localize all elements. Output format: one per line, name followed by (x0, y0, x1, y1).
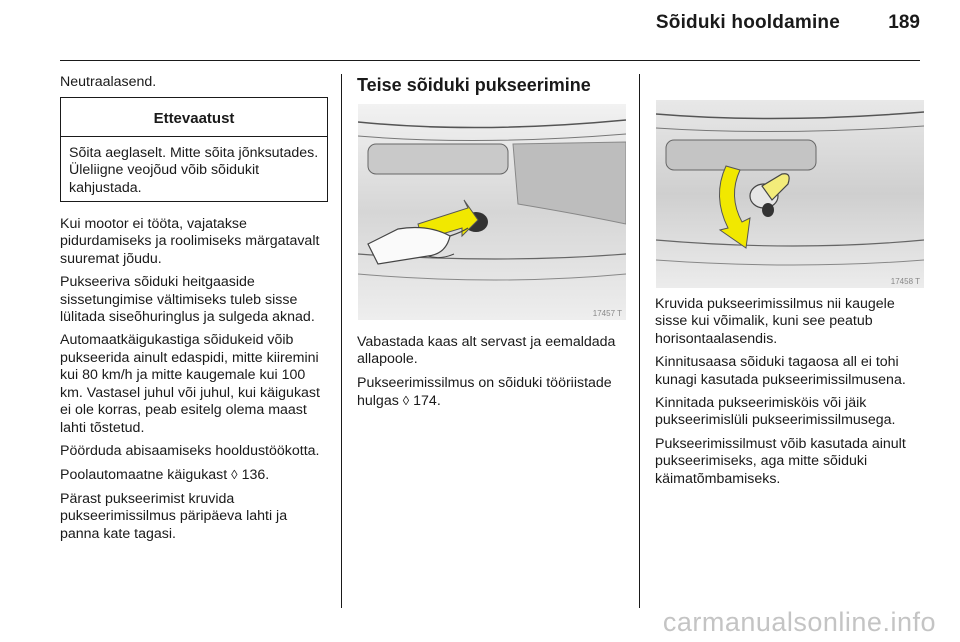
reference-page: 136. (241, 467, 270, 484)
warning-text-container (61, 137, 327, 201)
illustration-remove-cover (358, 104, 626, 320)
reference-text: Poolautomaatne käigukast (60, 467, 228, 484)
reference-text: Pukseerimissilmus on sõiduki tööriistade hulgas (357, 374, 612, 410)
illustration-screw-eye (656, 100, 924, 288)
reference-arrow-icon: ◊ (231, 467, 238, 483)
paragraph: Vabastada kaas alt servast ja eemaldada allapoole. (357, 334, 616, 368)
column-divider-1 (341, 74, 342, 608)
intro-text: Neutraalasend. (60, 74, 157, 90)
figure-number: 17458 T (890, 277, 920, 286)
paragraph: Pöörduda abisaamiseks hooldustöökotta. (60, 442, 320, 459)
towing-eye-illustration (656, 100, 924, 288)
page-number: 189 (888, 12, 920, 33)
column-2-text (357, 334, 627, 417)
warning-text: Sõita aeglaselt. Mitte sõita jõnksutades. Üleliigne veojõud võib sõidukit kahjustada. (69, 144, 319, 196)
section-title: Teise sõiduki pukseerimine (357, 75, 591, 95)
paragraph: Kinnitusaasa sõiduki tagaosa all ei tohi kunagi kasutada pukseerimissilmusena. (655, 354, 906, 388)
warning-box (60, 97, 328, 202)
reference-arrow-icon: ◊ (402, 393, 410, 409)
warning-title: Ettevaatust (61, 98, 327, 136)
column-2 (357, 74, 627, 108)
column-divider-2 (639, 74, 640, 608)
paragraph: Automaatkäigukastiga sõidukeid võib pukseerida ainult edaspidi, mitte kiiremini kui 80 km/h ja mitte kaugemale kui 100 km. Vastasel juhul või juhul, kui käigukast ei ole korras, peab esitelg olema maast lahti tõstetud. (60, 332, 320, 436)
paragraph: Kinnitada pukseerimisköis või jäik pukseerimislüli pukseerimissilmusega. (655, 395, 896, 429)
paragraph: Pukseeriva sõiduki heitgaaside sissetungimise vältimiseks tuleb sisse lülitada siseõhuringlus ja sulgeda aknad. (60, 274, 315, 326)
column-3 (655, 296, 925, 494)
reference-page: 174. (413, 393, 441, 410)
paragraph: Pärast pukseerimist kruvida pukseerimissilmus päripäeva lahti ja panna kate tagasi. (60, 490, 288, 542)
column-1 (60, 74, 328, 549)
page-header-title: Sõiduki hooldamine (655, 12, 840, 33)
paragraph: Pukseerimissilmust võib kasutada ainult pukseerimiseks, aga mitte sõiduki käimatõmbamiseks. (655, 435, 906, 487)
figure-number: 17457 T (592, 309, 622, 318)
bumper-cover-illustration (358, 104, 626, 320)
header-rule (60, 60, 920, 61)
watermark-text: carmanualsonline.info (662, 607, 936, 637)
cross-reference[interactable] (60, 466, 328, 484)
cross-reference[interactable] (357, 375, 627, 411)
paragraph: Kui mootor ei tööta, vajatakse pidurdamiseks ja roolimiseks märgatavalt suuremat jõudu. (60, 216, 320, 267)
paragraph: Kruvida pukseerimissilmus nii kaugele sisse kui võimalik, kuni see peatub horisontaalasendis. (655, 296, 895, 347)
